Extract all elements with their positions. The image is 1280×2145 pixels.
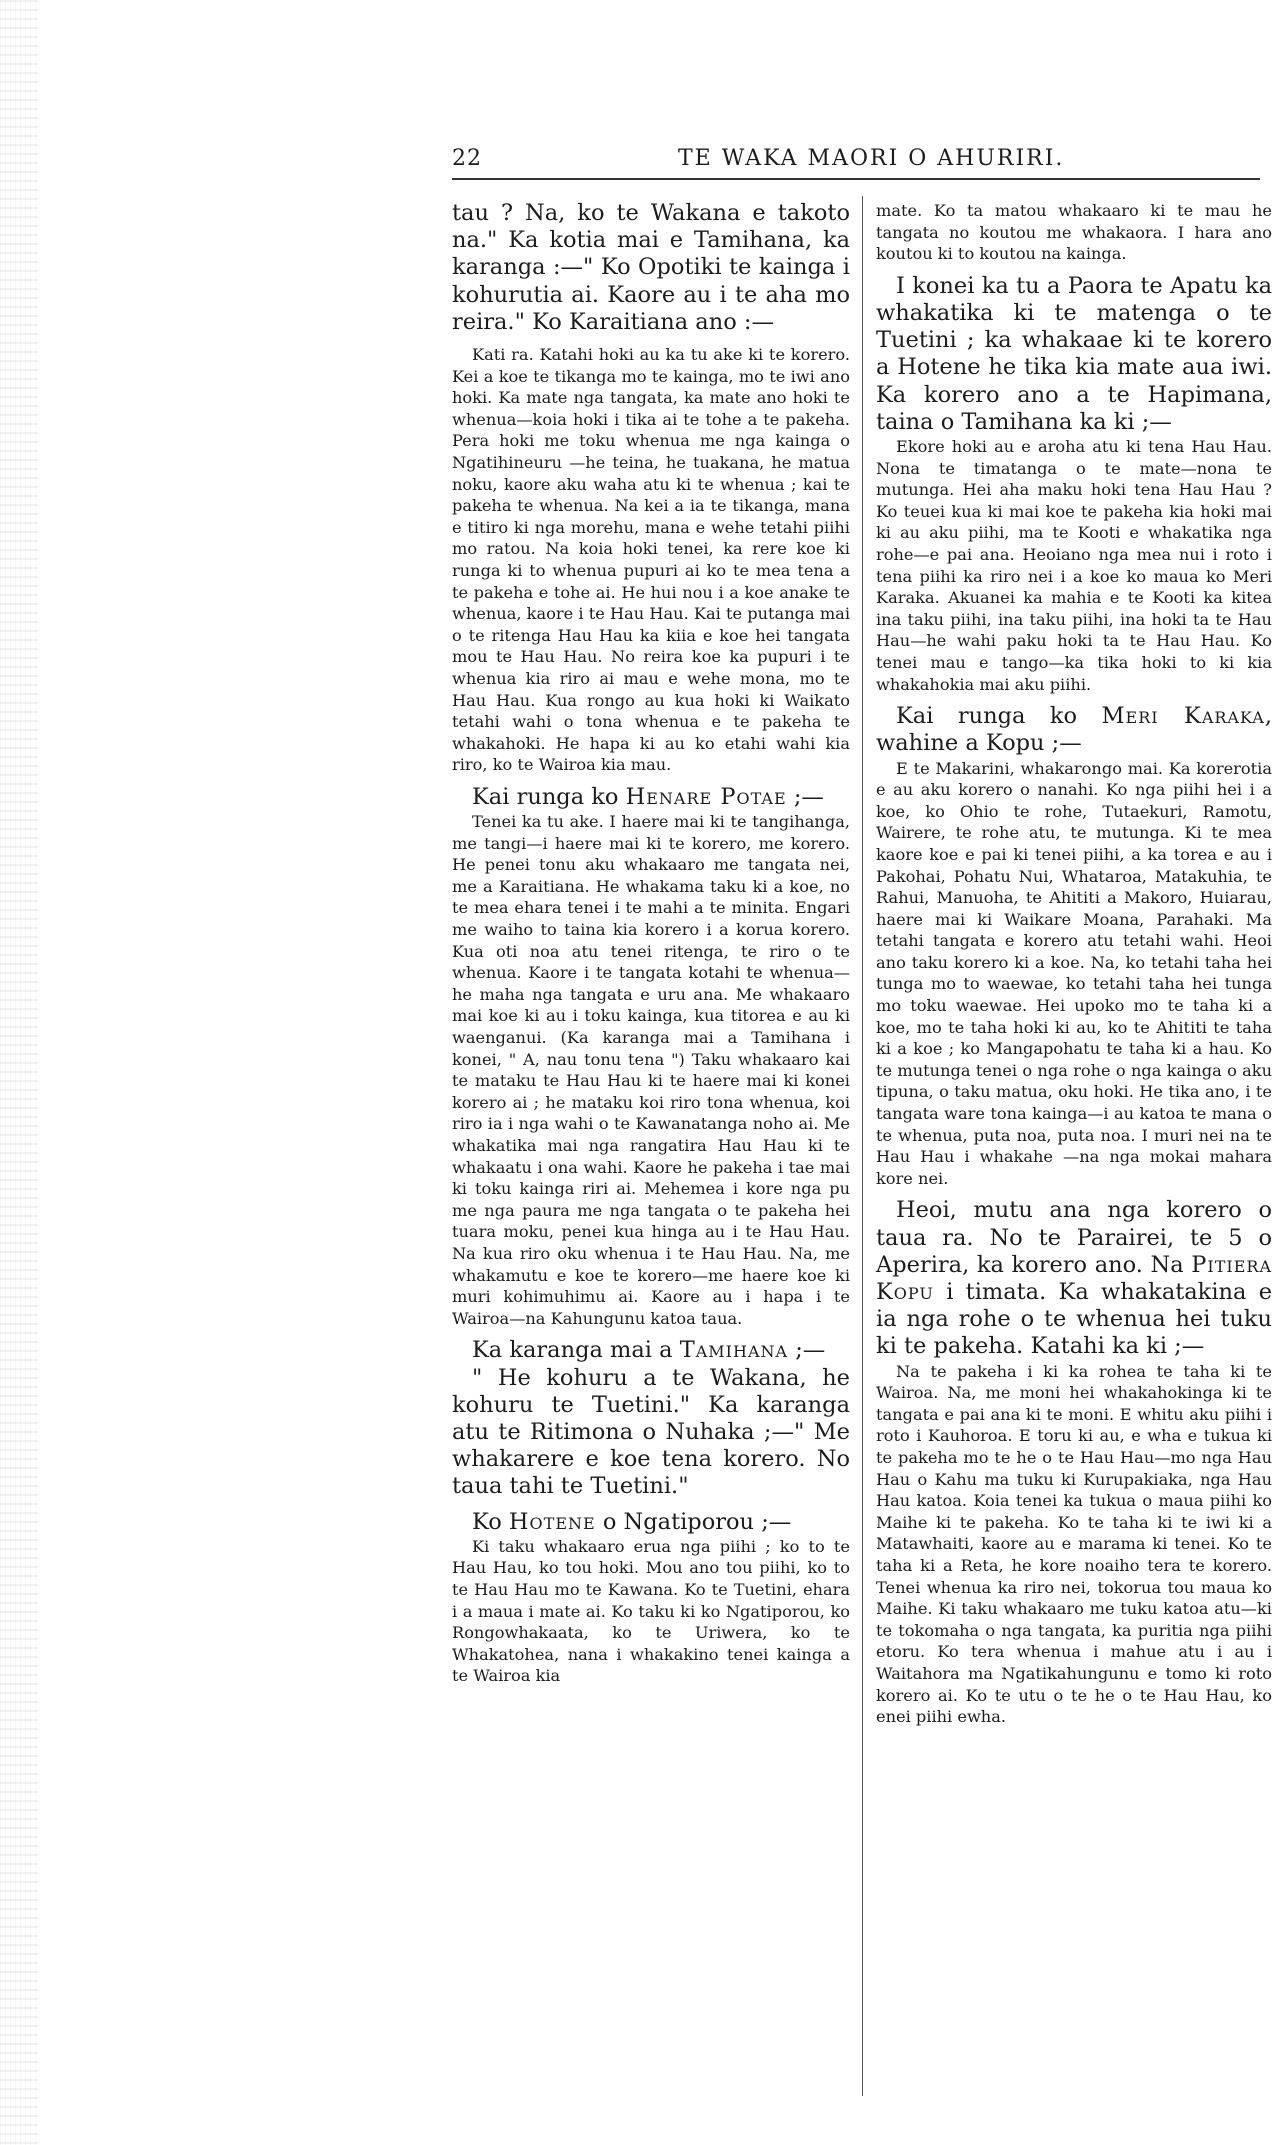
- speaker-tail: o Ngatiporou ;—: [602, 1508, 792, 1535]
- speaker-heading-hotene: [452, 1509, 850, 1536]
- paragraph-intro: tau ? Na, ko te Wakana e takoto na." Ka kotia mai e Tamihana, ka karanga :—" Ko Opotiki te kainga i kohurutia ai. Kaore au i te aha mo reira." Ko Karaitiana ano :—: [452, 200, 850, 335]
- right-column: [876, 200, 1272, 1728]
- paragraph-paora-te-apatu: I konei ka tu a Paora te Apatu ka whakatika ki te matenga o te Tuetini ; ka whakaae ki te korero a Hotene he tika kia mate aua iwi. Ka korero ano a te Hapimana, taina o Tamihana ka ki ;—: [876, 272, 1272, 435]
- speaker-name: Tamihana: [679, 1337, 789, 1364]
- speaker-tail: , wahine a Kopu ;—: [876, 703, 1273, 757]
- scanned-margin-noise: [0, 0, 38, 2145]
- speaker-heading-meri-karaka: [876, 703, 1272, 757]
- speaker-tail: ;—: [793, 783, 824, 810]
- speaker-name: Meri Karaka: [1101, 703, 1265, 730]
- paragraph-hotene-speech: Ki taku whakaaro erua nga piihi ; ko to te Hau Hau, ko tou hoki. Mou ano tou piihi, ko to te Hau Hau mo te Kawana. Ko te Tuetini, ehara i a maua i mate ai. Ko taku ki ko Ngatiporou, ko Rongowhakaata, ko te Uriwera, ko te Whakatohea, nana i whakakino tenei kainga a te Wairoa kia: [452, 1536, 850, 1686]
- speaker-name: Hotene: [508, 1508, 596, 1535]
- speaker-heading-henare-potae: [452, 784, 850, 811]
- paragraph-meri-karaka-speech: E te Makarini, whakarongo mai. Ka korerotia e au aku korero o nanahi. Ko nga piihi hei i a koe, ko Ohio te rohe, Tutaekuri, Ramotu, Wairere, te rohe atu, te mutunga. Ki te mea kaore koe e pai ki tenei piihi, a ka torea e au i Pakohai, Pohatu Nui, Whataroa, Matakuhia, te Rahui, Manuoha, te Ahititi a Makoro, Huiarau, haere mai ki Waikare Moana, Parahaki. Ma tetahi tangata e korero atu tetahi wahi. Heoi ano taku korero ki a koe. Na, ko tetahi taha hei tunga mo to waewae, ko tetahi taha hei tunga mo toku waewae. Hei upoko mo te taha ki a koe, mo te taha hoki ki au, ko te Ahititi te taha ki a koe ; ko Mangapohatu te taha ki a hau. Ko te mutunga tenei o nga rohe o nga kainga o aku tipuna, o taku matua, oku hoki. He tika ano, i te tangata ware tona kainga—i au katoa te mana o te whenua, puta noa, puta noa. I muri nei na te Hau Hau i whakahe —na nga mokai mahara kore nei.: [876, 758, 1272, 1188]
- speaker-heading-tamihana: [452, 1337, 850, 1364]
- speaker-lead: Kai runga ko: [896, 703, 1078, 730]
- paragraph-karaitiana-speech: Kati ra. Katahi hoki au ka tu ake ki te korero. Kei a koe te tikanga mo te kainga, mo te iwi ano hoki. Ka mate nga tangata, ka mate ano hoki te whenua—koia hoki i tika ai te tohe a te pakeha. Pera hoki me toku whenua me nga kainga o Ngatihineuru —he teina, he tuakana, he matua noku, kaore aku waha atu ki te whenua ; kai te pakeha te whenua. Na kei a ia te tikanga, mana e titiro ki nga morehu, mana e wehe tetahi piihi mo ratou. Na koia hoki tenei, ka rere koe ki runga ki to whenua pupuri ai ko te mea tena a te pakeha e tohe ai. He hui nou i a koe anake te whenua, kaore i te Hau Hau. Kai te putanga mai o te ritenga Hau Hau ka kiia e koe hei tangata mou te Hau Hau. No reira koe ka pupuri i te whenua kia riro ai mau e wehe mona, mo te Hau Hau. Kua rongo au kua hoki ki Waikato tetahi wahi o tona whenua e te pakeha te whakahoki. He hapa ki au ko etahi wahi kia riro, ko te Wairoa kia mau.: [452, 345, 850, 775]
- speaker-lead: Kai runga ko: [472, 783, 619, 810]
- speaker-tail: ;—: [795, 1337, 826, 1364]
- page-number: 22: [452, 146, 482, 171]
- paragraph-hapimana-speech: Ekore hoki au e aroha atu ki tena Hau Hau. Nona te timatanga o te mate—nona te mutunga. Hei aha maku hoki tena Hau Hau ? Ko teuei kua ki mai koe te pakeha kia hoki mai ki au aku piihi, ma te Kooti e whakatika nga rohe—e pai ana. Heoiano nga mea nui i roto i tena piihi ka riro nei i a koe ko maua ko Meri Karaka. Akuanei ka mahia e te Kooti ka kitea ina taku piihi, ina taku piihi, ina hoki ta te Hau Hau—he wahi paku hoki ta te Hau Hau. Ko tenei mau e tango—ka tika hoki to ki kia whakahokia mai aku piihi.: [876, 437, 1272, 694]
- speaker-lead: Ko: [472, 1508, 502, 1535]
- column-divider: [862, 196, 863, 2096]
- left-column: [452, 200, 850, 1687]
- paragraph-pitiera-kopu-speech: Na te pakeha i ki ka rohea te taha ki te Wairoa. Na, me moni hei whakahokinga ki te tangata e pai ana ki te moni. E whitu aku piihi i roto i Kauhoroa. E toru ki au, e wha e tukua ki te pakeha mo te he o te Hau Hau—mo nga Hau Hau o Kahu ma tuku ki Kurupakiaka, nga Hau Hau katoa. Koia tenei ka tukua o maua piihi ko Maihe ki te pakeha. Ko te taha ki te iwi ki a Matawhaiti, kaore au e marama ki tenei. Ko te taha ki a Reta, he kore noaiho tera te korero. Tenei whenua ka riro nei, tokorua tou maua ko Maihe. Ki taku whakaaro me tuku katoa atu—ki te tokomaha o nga tangata, ka puritia nga piihi etoru. Ko tera whenua i mahue atu i au i Waitahora ma Ngatikahungunu e tomo ki roto korero ai. Ko te utu o te he o te Hau Hau, ko enei piihi ewha.: [876, 1361, 1272, 1727]
- running-title: TE WAKA MAORI O AHURIRI.: [678, 146, 1065, 171]
- speaker-name: Pitiera Kopu: [876, 1251, 1272, 1306]
- speaker-lead: Ka karanga mai a: [472, 1337, 673, 1364]
- paragraph-tamihana-quote: " He kohuru a te Wakana, he kohuru te Tuetini." Ka karanga atu te Ritimona o Nuhaka ;—" Me whakarere e koe tena korero. No taua tahi te Tuetini.": [452, 1364, 850, 1500]
- paragraph-henare-speech: Tenei ka tu ake. I haere mai ki te tangihanga, me tangi—i haere mai ki te korero, me korero. He penei tonu aku whakaaro me tangata nei, me a Karaitiana. He whakama taku ki a koe, no te mea ehara tenei i te mahi a te minita. Engari me waiho to taina kia korero i a korua korero. Kua oti noa atu tenei ritenga, te riro o te whenua. Kaore i te tangata kotahi te whenua—he maha nga tangata e uru ana. Me whakaaro mai koe ki au i toku kainga, kua titorea e au ki waenganui. (Ka karanga mai a Tamihana i konei, " A, nau tonu tena ") Taku whakaaro kai te mataku te Hau Hau ki te haere mai ki konei korero ai ; he mataku koi riro tona whenua, koi riro ia i nga wahi o te Kawanatanga noho ai. Me whakatika mai nga rangatira Hau Hau ki te whakaatu i ona wahi. Kaore he pakeha i tae mai ki toku kainga riri ai. Mehemea i kore nga pu me nga paura me nga tangata o te pakeha hei tuara moku, penei kua hinga au i te Hau Hau. Na kua riro oku whenua i te Hau Hau. Na, me whakamutu e koe te korero—me haere koe ki muri kohimuhimu ai. Kaore au i hapa i te Wairoa—na Kahungunu katoa taua.: [452, 812, 850, 1328]
- paragraph-friday-session: [876, 1197, 1272, 1360]
- session-lead: Heoi, mutu ana nga korero o taua ra. No te Parairei, te 5 o Aperira, ka korero ano. Na: [876, 1197, 1272, 1278]
- page-header: [452, 146, 1252, 176]
- speaker-name: Henare Potae: [625, 783, 787, 810]
- session-tail: i timata. Ka whakatakina e ia nga rohe o te whenua hei tuku ki te pakeha. Katahi ka ki ;—: [876, 1279, 1273, 1360]
- header-rule: [452, 178, 1260, 180]
- paragraph-continuation: mate. Ko ta matou whakaaro ki te mau he tangata no koutou me whakaora. I hara ano koutou ki to koutou na kainga.: [876, 201, 1272, 264]
